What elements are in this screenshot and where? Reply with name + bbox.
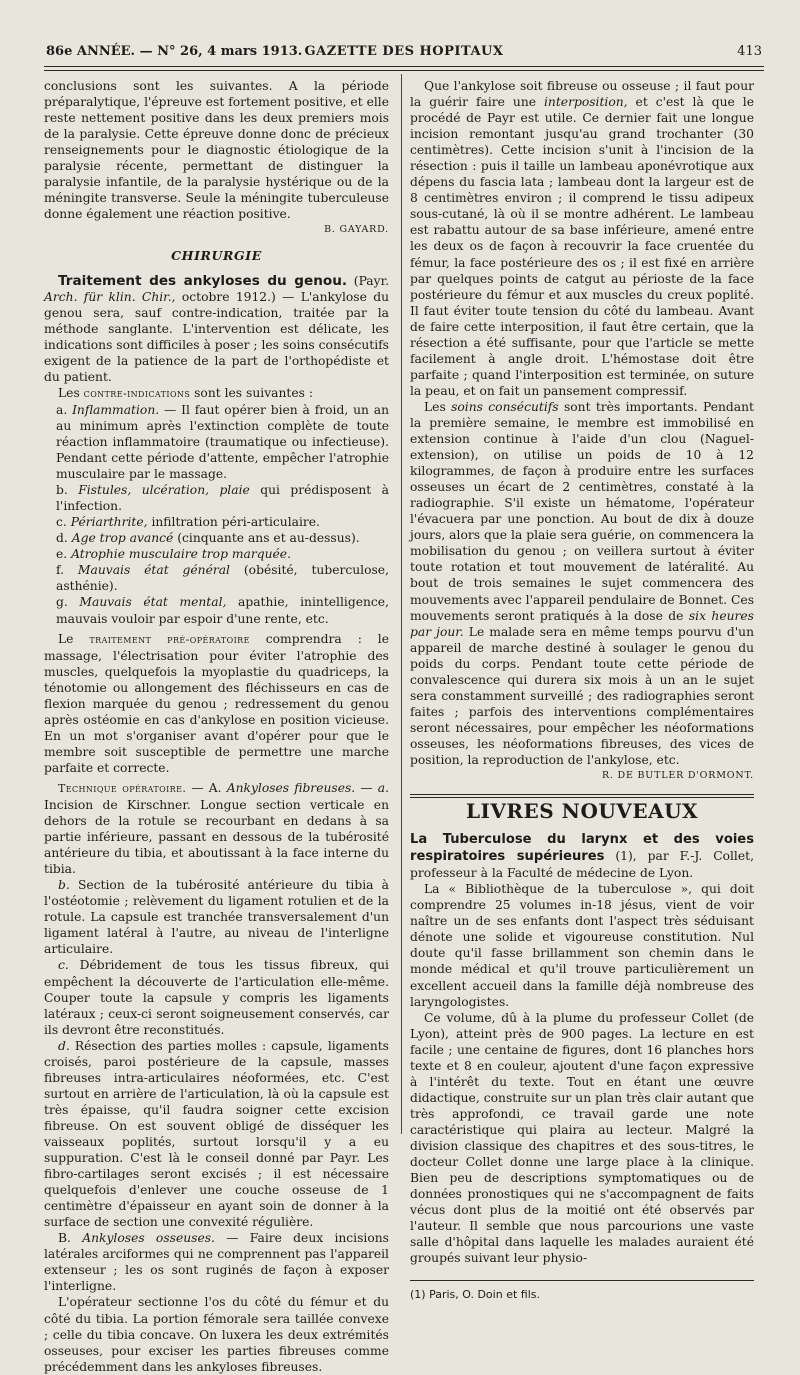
- right-column: [410, 78, 754, 1303]
- paragraph: Les contre-indications sont les suivantes :: [58, 385, 313, 400]
- journal-title: GAZETTE DES HOPITAUX: [304, 44, 504, 59]
- paragraph: Technique opératoire. — A. Ankyloses fibreuses. — a. Incision de Kirschner. Longue section verticale en dehors de la rotule se recourbant en dedans à sa partie inférieure, passant en dessous de la tubérosité antérieure du tibia, et aboutissant à la face interne du tibia.: [44, 780, 389, 877]
- paragraph: d. Résection des parties molles : capsule, ligaments croisés, paroi postérieure de la capsule, masses fibreuses intra-articulaires néoformées, etc. C'est surtout en arrière de l'articulation, là où la capsule est très épaisse, qu'il faudra soigner cette excision fibreuse. On est souvent obligé de disséquer les vaisseaux poplités, surtout lorsqu'il y a eu suppuration. C'est là le conseil donné par Payr. Les fibro-cartilages seront excisés ; il est nécessaire quelquefois d'enlever une couche osseuse de 1 centimètre d'épaisseur en ayant soin de donner à la surface de section une convexité régulière.: [44, 1038, 389, 1230]
- paragraph: B. Ankyloses osseuses. — Faire deux incisions latérales arciformes qui ne comprennent pas l'appareil extenseur ; les os sont ruginés de façon à exposer l'interligne.: [44, 1231, 389, 1294]
- article-intro: Traitement des ankyloses du genou. (Payr. Arch. für klin. Chir., octobre 1912.) — L'ankylose du genou sera, sauf contre-indication, traitée par la méthode sanglante. L'intervention est délicate, les indications sont difficiles à poser ; les soins consécutifs exigent de la patience de la part de l'orthopédiste et du patient.: [44, 272, 389, 384]
- paragraph: c. Débridement de tous les tissus fibreux, qui empêchent la découverte de l'articulation elle-même. Couper toute la capsule y compris les ligaments latéraux ; ceux-ci seront soigneusement conservés, car ils devront être reconstitués.: [44, 958, 389, 1037]
- contraindication-list: [44, 402, 389, 627]
- signature: R. DE BUTLER D'ORMONT.: [601, 770, 754, 782]
- book-title: La Tuberculose du larynx et des voies respiratoires supérieures: [410, 832, 754, 865]
- paragraph: La « Bibliothèque de la tuberculose », qui doit comprendre 25 volumes in-18 jésus, vient de voir naître un de ses enfants dont l'aspect très séduisant dénote une solide et vigoureuse constitution. Nul doute qu'il fasse brillamment son chemin dans le monde médical et qu'il trouve particulièrement un excellent accueil dans la famille déjà nombreuse des laryngologistes.: [410, 882, 754, 1009]
- section-banner: [410, 794, 754, 824]
- paragraph: Ce volume, dû à la plume du professeur Collet (de Lyon), atteint près de 900 pages. La lecture en est facile ; une centaine de figures, dont 16 planches hors texte et 8 en couleur, ajoutent d'une façon expressive à l'intérêt du texte. Tout en étant une œuvre didactique, construite sur un plan très clair autant que très approfondi, ce travail garde une note caractéristique qui plaira au lecteur. Malgré la division classique des chapitres et des sous-titres, le docteur Collet donne une large place à la clinique. Bien peu de descriptions symptomatiques ou de données pronostiques qui ne s'accompagnent de faits vécus dont plus de la moitié ont été observés par l'auteur. Il semble que nous parcourions une vaste salle d'hôpital dans laquelle les malades auraient été groupés suivant leur physio-: [410, 1010, 754, 1266]
- header-rule-thin: [44, 70, 764, 71]
- list-item: d. Age trop avancé (cinquante ans et au-dessus).: [56, 531, 360, 546]
- book-entry: La Tuberculose du larynx et des voies respiratoires supérieures (1), par F.-J. Collet, professeur à la Faculté de médecine de Lyon.: [410, 832, 754, 881]
- paragraph: Les soins consécutifs sont très importants. Pendant la première semaine, le membre est immobilisé en extension continue à l'aide d'un clou (Naguel-extension), on utilise un poids de 10 à 12 kilogrammes, de façon à produire entre les surfaces osseuses un écart de 2 centimètres, constaté à la radiographie. S'il existe un hématome, l'opérateur l'évacuera par une ponction. Au bout de dix à douze jours, alors que la plaie sera guérie, on commencera la mobilisation du genou ; on veillera surtout à éviter toute rotation et tout mouvement de latéralité. Au bout de trois semaines le sujet commencera des mouvements avec l'appareil pendulaire de Bonnet. Ces mouvements seront pratiqués à la dose de six heures par jour. Le malade sera en même temps pourvu d'un appareil de marche destiné à soulager le genou du poids du corps. Pendant toute cette période de convalescence qui durera six mois à un an le sujet sera constamment surveillé ; des radiographies seront faites ; parfois des interventions complémentaires seront nécessaires, pour empêcher les néoformations osseuses, les néoformations fibreuses, des vices de position, la reproduction de l'ankylose, etc.: [410, 399, 754, 767]
- footnote: (1) Paris, O. Doin et fils.: [410, 1288, 540, 1302]
- paragraph: conclusions sont les suivantes. A la période préparalytique, l'épreuve est fortement positive, et elle reste nettement positive dans les deux premiers mois de la paralysie. Cette épreuve donne donc de précieux renseignements pour le diagnostic étiologique de la paralysie récente, permettant de distinguer la paralysie infantile, de la paralysie hystérique ou de la méningite transverse. Seule la méningite tuberculeuse donne également une réaction positive.: [44, 79, 389, 222]
- signature: B. GAYARD.: [324, 224, 389, 236]
- list-item: c. Périarthrite, infiltration péri-articulaire.: [56, 515, 320, 530]
- list-item: e. Atrophie musculaire trop marquée.: [56, 547, 291, 562]
- section-heading: LIVRES NOUVEAUX: [465, 799, 699, 824]
- list-item: a. Inflammation. — Il faut opérer bien à froid, un an au minimum après l'extinction complète de toute réaction inflammatoire (traumatique ou infectieuse). Pendant cette période d'attente, empêcher l'atrophie musculaire par le massage.: [56, 402, 389, 482]
- paragraph: L'opérateur sectionne l'os du côté du fémur et du côté du tibia. La portion fémorale sera taillée convexe ; celle du tibia concave. On luxera les deux extrémités osseuses, pour exciser les parties fibreuses comme précédemment dans les ankyloses fibreuses.: [44, 1295, 389, 1374]
- list-item: g. Mauvais état mental, apathie, inintelligence, mauvais vouloir par espoir d'une rente, etc.: [56, 595, 389, 626]
- paragraph: Que l'ankylose soit fibreuse ou osseuse ; il faut pour la guérir faire une interposition, et c'est là que le procédé de Payr est utile. Ce dernier fait une longue incision remontant jusqu'au grand trochanter (30 centimètres). Cette incision s'unit à l'incision de la résection : puis il taille un lambeau aponévrotique aux dépens du fascia lata ; lambeau dont la largeur est de 8 centimètres environ ; il comprend le tissu adipeux sous-cutané, là où il se montre adhérent. Le lambeau est rabattu autour de sa base inférieure, amené entre les deux os de façon à recouvrir la face cruentée du fémur, la face postérieure des os ; il est fixé en arrière par quelques points de catgut au périoste de la face postérieure du fémur et aux muscles du creux poplité. Il faut éviter toute tension du côté du lambeau. Avant de faire cette interposition, il faut être certain, que la résection a été suffisante, pour que l'article se mette facilement à angle droit. L'hémostase doit être parfaite ; quand l'interposition est terminée, on suture la peau, et on fait un pansement compressif.: [410, 79, 754, 398]
- left-column: [44, 78, 389, 1375]
- list-item: b. Fistules, ulcération, plaie qui prédisposent à l'infection.: [56, 483, 389, 514]
- paragraph: b. Section de la tubérosité antérieure du tibia à l'ostéotomie ; relèvement du ligament rotulien et de la rotule. La capsule est tranchée transversalement d'un ligament latéral à l'autre, au niveau de l'interligne articulaire.: [44, 878, 389, 957]
- list-item: f. Mauvais état général (obésité, tuberculose, asthénie).: [56, 563, 389, 594]
- article-title: Traitement des ankyloses du genou.: [58, 272, 348, 289]
- issue-info: 86e ANNÉE. — N° 26, 4 mars 1913.: [46, 44, 303, 59]
- paragraph: Le traitement pré-opératoire comprendra : le massage, l'électrisation pour éviter l'atrophie des muscles, quelquefois la myoplastie du quadriceps, la ténotomie ou allongement des fléchisseurs en cas de flexion marquée du genou ; redressement du genou après ostéomie en cas d'ankylose en position vicieuse. En un mot s'organiser avant d'opérer pour que le membre soit susceptible de permettre une marche parfaite et correcte.: [44, 631, 389, 775]
- footnote-rule: [410, 1280, 754, 1281]
- page-header: [46, 44, 762, 62]
- section-heading: CHIRURGIE: [171, 248, 262, 264]
- column-divider: [401, 74, 402, 1134]
- page-number: 413: [737, 44, 762, 59]
- header-rule: [44, 66, 764, 67]
